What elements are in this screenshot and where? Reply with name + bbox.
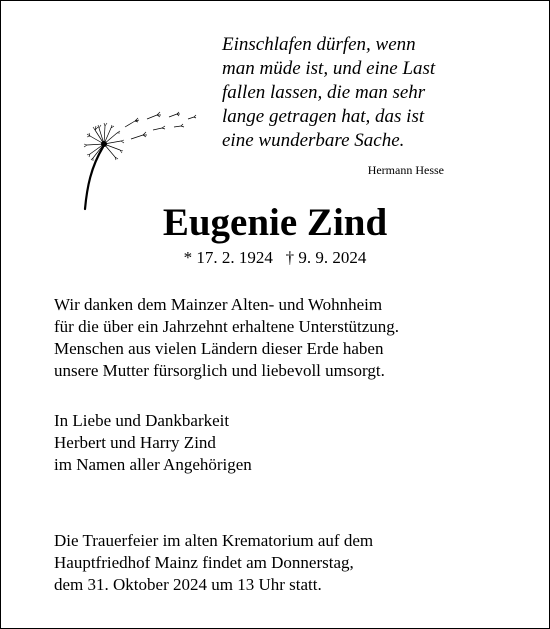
quote-line: eine wunderbare Sache. [222,130,405,151]
quote-line: fallen lassen, die man sehr [222,82,426,103]
quote-line: lange getragen hat, das ist [222,106,425,127]
quote-line: Einschlafen dürfen, wenn [222,34,416,55]
text-line: im Namen aller Angehörigen [54,455,252,474]
quote [222,33,522,153]
text-line: Die Trauerfeier im alten Krematorium auf dem [54,531,374,550]
dandelion-icon [71,97,201,212]
text-line: Herbert und Harry Zind [54,433,216,452]
text-line: In Liebe und Dankbarkeit [54,411,230,430]
deceased-name: Eugenie Zind [162,201,388,244]
quote-author: Hermann Hesse [367,163,444,177]
thanks-paragraph [54,294,399,382]
life-dates: * 17. 2. 1924 † 9. 9. 2024 [183,248,367,267]
signature-block [54,410,252,476]
text-line: Hauptfriedhof Mainz findet am Donnerstag, [54,553,354,572]
text-line: unsere Mutter fürsorglich und liebevoll umsorgt. [54,361,385,380]
text-line: Wir danken dem Mainzer Alten- und Wohnheim [54,295,383,314]
funeral-notice [54,530,373,596]
text-line: für die über ein Jahrzehnt erhaltene Unterstützung. [54,317,400,336]
text-line: dem 31. Oktober 2024 um 13 Uhr statt. [54,575,322,594]
quote-line: man müde ist, und eine Last [222,58,436,79]
text-line: Menschen aus vielen Ländern dieser Erde haben [54,339,384,358]
